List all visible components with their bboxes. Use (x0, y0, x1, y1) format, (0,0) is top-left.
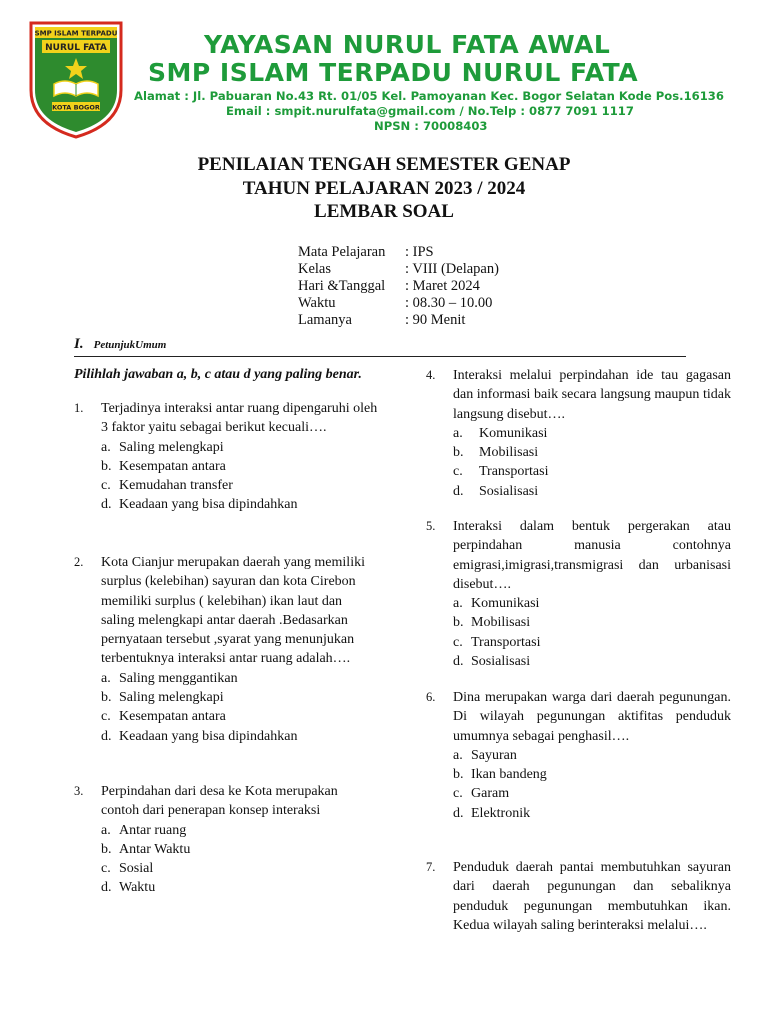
option-letter: d. (101, 880, 112, 896)
question-number: 3. (74, 784, 84, 798)
question-5 (426, 517, 731, 671)
info-key: Mata Pelajaran (298, 244, 386, 260)
option-list (101, 821, 378, 898)
sheet-title: LEMBAR SOAL (314, 201, 454, 222)
option-letter: b. (101, 690, 112, 706)
option-letter: b. (453, 767, 464, 783)
section-divider (74, 356, 686, 357)
question-number: 1. (74, 401, 84, 415)
option-list (453, 746, 731, 823)
school-contact: Email : smpit.nurulfata@gmail.com / No.Telp : 0877 7091 1117 (226, 104, 634, 118)
option-letter: c. (101, 478, 111, 494)
question-number: 5. (426, 519, 436, 533)
question-4 (426, 366, 731, 501)
question-number: 6. (426, 690, 436, 704)
option-text: Mobilisasi (471, 615, 531, 631)
question-number: 4. (426, 368, 436, 382)
info-key: Hari &Tanggal (298, 278, 386, 294)
question-6 (426, 688, 731, 823)
question-text: Interaksi melalui perpindahan ide tau gagasan dan informasi baik secara langsung maupun tidak langsung disebut…. (453, 368, 731, 422)
option-letter: d. (101, 728, 112, 744)
answer-option (101, 476, 378, 495)
option-letter: c. (101, 861, 111, 877)
option-letter: d. (453, 483, 464, 499)
question-text: Kota Cianjur merupakan daerah yang memiliki surplus (kelebihan) sayuran dan kota Cirebon memiliki surplus ( kelebihan) ikan laut dan saling melengkapi antar daerah .Bedasarkan pernyataan tersebut ,syarat yang menunjukan terbentuknya interaksi antar ruang adalah…. (101, 555, 365, 667)
option-letter: c. (453, 464, 463, 480)
option-list (453, 594, 731, 671)
option-text: Kesempatan antara (119, 709, 226, 725)
info-value: : Maret 2024 (405, 278, 480, 294)
foundation-name: YAYASAN NURUL FATA AWAL (204, 30, 611, 59)
answer-option (453, 633, 731, 652)
academic-year: TAHUN PELAJARAN 2023 / 2024 (242, 178, 526, 199)
info-value: : VIII (Delapan) (405, 261, 499, 277)
exam-title: PENILAIAN TENGAH SEMESTER GENAP (197, 154, 571, 175)
answer-option (453, 765, 731, 784)
logo-name-text: NURUL FATA (45, 43, 107, 53)
option-text: Keadaan yang bisa dipindahkan (119, 497, 298, 513)
option-letter: b. (101, 841, 112, 857)
option-letter: a. (453, 425, 463, 441)
instruction-text: Pilihlah jawaban a, b, c atau d yang paling benar. (74, 367, 362, 382)
option-letter: d. (453, 654, 464, 670)
answer-option (101, 438, 378, 457)
option-letter: c. (101, 709, 111, 725)
question-number: 2. (74, 555, 84, 569)
option-text: Antar Waktu (119, 841, 191, 857)
info-row-subject (298, 244, 499, 261)
option-text: Antar ruang (119, 822, 187, 838)
option-text: Waktu (119, 880, 156, 896)
answer-option (101, 821, 378, 840)
info-row-date (298, 278, 499, 295)
option-list (101, 669, 378, 746)
school-npsn: NPSN : 70008403 (374, 119, 488, 133)
logo-top-text: SMP ISLAM TERPADU (34, 29, 118, 38)
option-text: Komunikasi (479, 425, 548, 441)
section-label: PetunjukUmum (93, 339, 167, 351)
option-text: Saling melengkapi (119, 439, 224, 455)
answer-option (453, 652, 731, 671)
question-text: Perpindahan dari desa ke Kota merupakan contoh dari penerapan konsep interaksi (101, 784, 338, 819)
info-row-class (298, 261, 499, 278)
school-logo (28, 20, 124, 140)
info-key: Lamanya (298, 312, 352, 328)
info-key: Kelas (298, 261, 332, 277)
answer-option (101, 840, 378, 859)
option-letter: b. (453, 445, 464, 461)
section-heading (74, 336, 166, 353)
answer-option (101, 669, 378, 688)
question-1 (74, 399, 378, 515)
option-letter: a. (453, 747, 463, 763)
answer-option (101, 878, 378, 897)
option-text: Garam (471, 786, 510, 802)
option-text: Sosial (119, 861, 154, 877)
question-text: Penduduk daerah pantai membutuhkan sayuran dari daerah pegunungan dan sebaliknya penduduk pegunungan membutuhkan ikan. Kedua wilayah saling berinteraksi melalui…. (453, 860, 731, 933)
answer-option (101, 859, 378, 878)
option-text: Transportasi (479, 464, 549, 480)
answer-option (453, 613, 731, 632)
option-text: Ikan bandeng (471, 767, 547, 783)
option-text: Elektronik (471, 805, 531, 821)
answer-option (453, 594, 731, 613)
option-letter: a. (101, 439, 111, 455)
option-text: Sosialisasi (471, 654, 531, 670)
section-number: I. (74, 336, 84, 352)
option-text: Mobilisasi (479, 445, 539, 461)
option-letter: c. (453, 634, 463, 650)
option-text: Saling melengkapi (119, 690, 224, 706)
question-2 (74, 553, 378, 746)
option-letter: b. (453, 615, 464, 631)
question-text: Dina merupakan warga dari daerah pegunungan. Di wilayah pegunungan aktifitas penduduk umumnya sebagai penghasil…. (453, 690, 731, 744)
answer-option (453, 482, 731, 501)
answer-option (453, 462, 731, 481)
answer-option (101, 688, 378, 707)
info-value: : 90 Menit (405, 312, 466, 328)
option-list (453, 424, 731, 501)
answer-option (101, 495, 378, 514)
option-letter: a. (453, 596, 463, 612)
answer-option (453, 424, 731, 443)
option-letter: d. (453, 805, 464, 821)
question-7 (426, 858, 731, 935)
exam-info (298, 244, 499, 329)
question-text: Interaksi dalam bentuk pergerakan atau perpindahan manusia contohnya emigrasi,imigrasi,transmigrasi dan urbanisasi disebut…. (453, 519, 731, 592)
school-name: SMP ISLAM TERPADU NURUL FATA (148, 58, 639, 87)
option-text: Komunikasi (471, 596, 540, 612)
option-text: Transportasi (471, 634, 541, 650)
option-text: Saling menggantikan (119, 670, 238, 686)
question-number: 7. (426, 860, 436, 874)
question-text: Terjadinya interaksi antar ruang dipengaruhi oleh 3 faktor yaitu sebagai berikut kecuali…. (101, 401, 378, 436)
question-3 (74, 782, 378, 898)
answer-option (453, 443, 731, 462)
answer-option (453, 784, 731, 803)
info-row-duration (298, 312, 499, 329)
option-text: Kemudahan transfer (119, 478, 233, 494)
option-text: Keadaan yang bisa dipindahkan (119, 728, 298, 744)
option-list (101, 438, 378, 515)
answer-option (101, 457, 378, 476)
option-letter: a. (101, 670, 111, 686)
answer-option (101, 727, 378, 746)
option-text: Sosialisasi (479, 483, 539, 499)
option-text: Kesempatan antara (119, 458, 226, 474)
logo-bottom-text: KOTA BOGOR (52, 103, 100, 112)
info-value: : 08.30 – 10.00 (405, 295, 493, 311)
option-letter: d. (101, 497, 112, 513)
answer-option (453, 746, 731, 765)
answer-option (453, 804, 731, 823)
option-letter: a. (101, 822, 111, 838)
info-value: : IPS (405, 244, 434, 260)
answer-option (101, 707, 378, 726)
info-row-time (298, 295, 499, 312)
option-letter: b. (101, 458, 112, 474)
option-text: Sayuran (471, 747, 517, 763)
school-address: Alamat : Jl. Pabuaran No.43 Rt. 01/05 Kel. Pamoyanan Kec. Bogor Selatan Kode Pos.16136 (134, 89, 724, 103)
option-letter: c. (453, 786, 463, 802)
info-key: Waktu (298, 295, 336, 311)
